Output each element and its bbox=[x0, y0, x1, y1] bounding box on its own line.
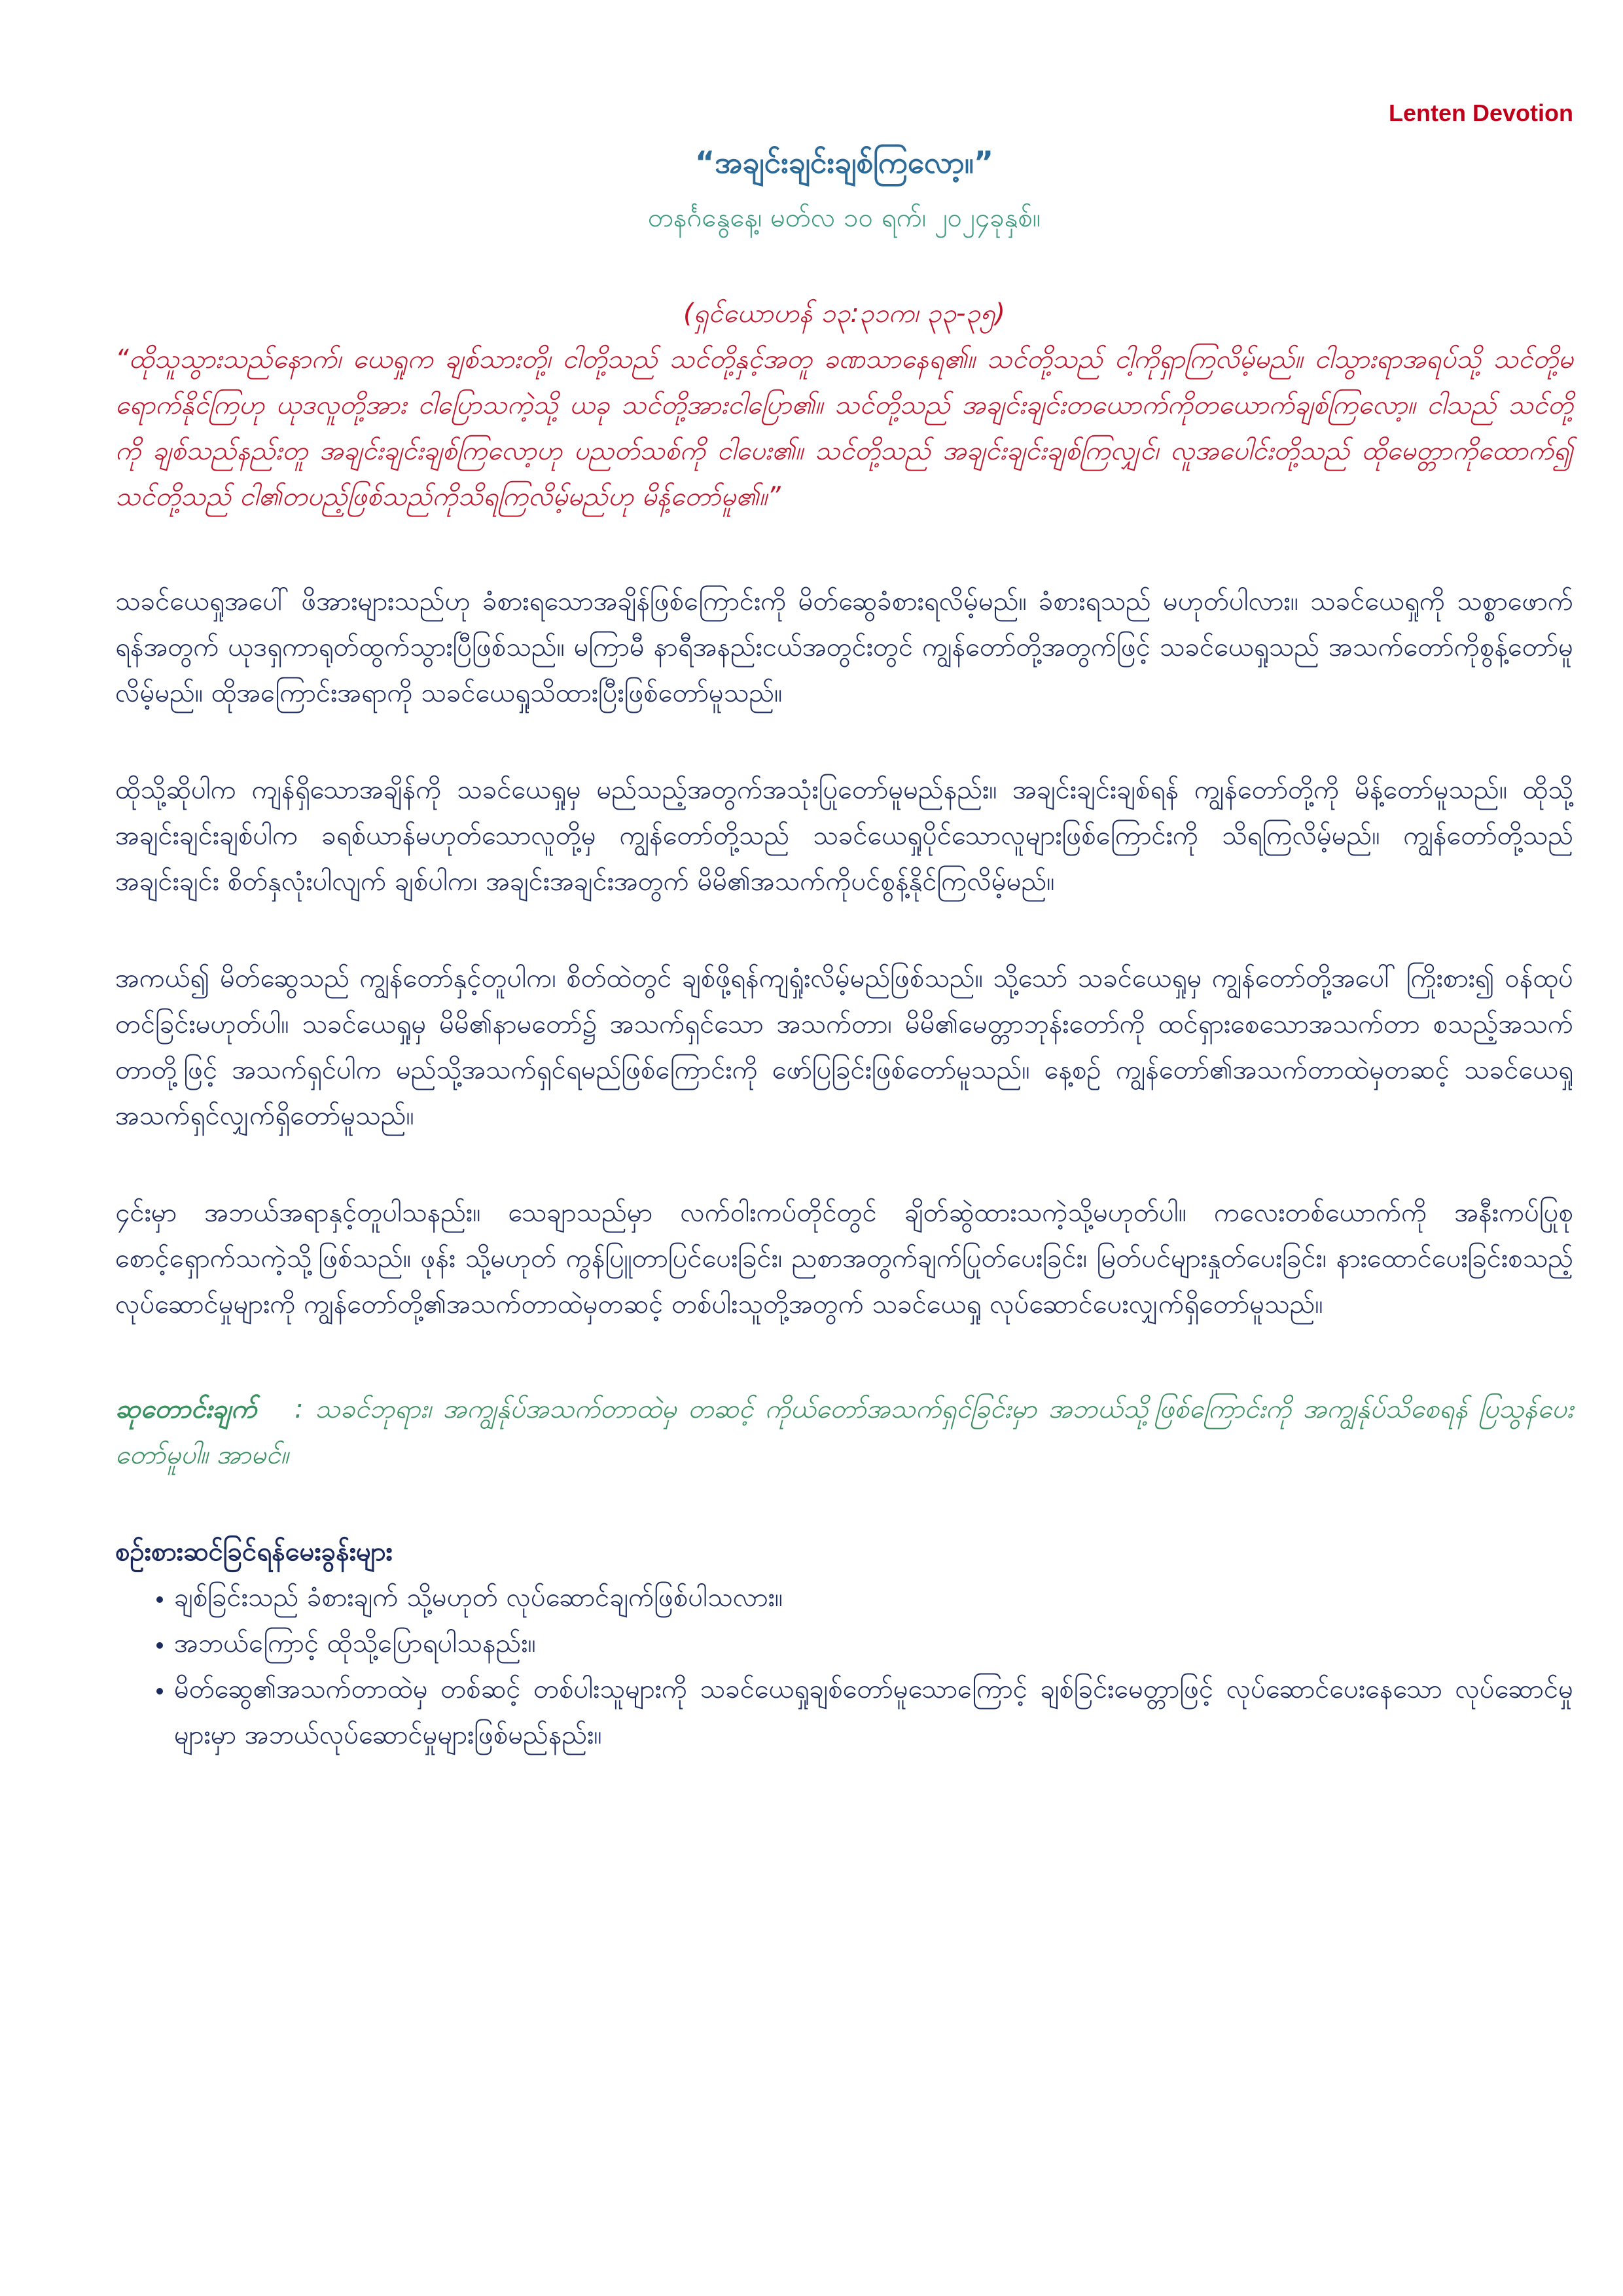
scripture-quote: “ထိုသူသွားသည်နောက်၊ ယေရှုက ချစ်သားတို့၊ ငါတို့သည် သင်တို့နှင့်အတူ ခဏသာနေရ၏။ သင်တို့သည် ငါ့ကိုရှာကြလိမ့်မည်။ ငါသွားရာအရပ်သို့ သင်တို့မရောက်နိုင်ကြဟု ယုဒလူတို့အား ငါပြောသကဲ့သို့ ယခု သင်တို့အားငါပြော၏။ သင်တို့သည် အချင်းချင်းတယောက်ကိုတယောက်ချစ်ကြလော့။ ငါသည် သင်တို့ကို ချစ်သည်နည်းတူ အချင်းချင်းချစ်ကြလော့ဟု ပညတ်သစ်ကို ငါပေး၏။ သင်တို့သည် အချင်းချင်းချစ်ကြလျှင်၊ လူအပေါင်းတို့သည် ထိုမေတ္တာကိုထောက်၍ သင်တို့သည် ငါ၏တပည့်ဖြစ်သည်ကိုသိရကြလိမ့်မည်ဟု မိန့်တော်မူ၏။” bbox=[115, 344, 1573, 512]
prayer-label: ဆုတောင်းချက် bbox=[115, 1394, 257, 1424]
body-paragraph-3: အကယ်၍ မိတ်ဆွေသည် ကျွန်တော်နှင့်တူပါက၊ စိတ်ထဲတွင် ချစ်ဖို့ရန်ကျရှုံးလိမ့်မည်ဖြစ်သည်။ သို့သော် သခင်ယေရှုမှ ကျွန်တော်တို့အပေါ် ကြိုးစား၍ ဝန်ထုပ်တင်ခြင်းမဟုတ်ပါ။ သခင်ယေရှုမှ မိမိ၏နာမတော်၌ အသက်ရှင်သော အသက်တာ၊ မိမိ၏မေတ္တာဘုန်းတော်ကို ထင်ရှားစေသောအသက်တာ စသည့်အသက်တာတို့ဖြင့် အသက်ရှင်ပါက မည်သို့အသက်ရှင်ရမည်ဖြစ်ကြောင်းကို ဖော်ပြခြင်းဖြစ်တော်မူသည်။ နေ့စဉ် ကျွန်တော်၏အသက်တာထဲမှတဆင့် သခင်ယေရှုအသက်ရှင်လျှက်ရှိတော်မူသည်။ bbox=[115, 963, 1573, 1131]
devotion-date: တနင်္ဂနွေနေ့၊ မတ်လ ၁၀ ရက်၊ ၂၀၂၄ခုနှစ်။ bbox=[647, 203, 1041, 233]
prayer-text: : သခင်ဘုရား၊ အကျွန်ုပ်အသက်တာထဲမှ တဆင့် ကိုယ်တော်အသက်ရှင်ခြင်းမှာ အဘယ်သို့ဖြစ်ကြောင်းကို အကျွန်ုပ်သိစေရန် ပြသွန်ပေးတော်မူပါ။ အာမင်။ bbox=[115, 1394, 1573, 1470]
series-label: Lenten Devotion bbox=[1388, 99, 1573, 126]
body-paragraph-1: သခင်ယေရှုအပေါ် ဖိအားများသည်ဟု ခံစားရသောအချိန်ဖြစ်ကြောင်းကို မိတ်ဆွေခံစားရလိမ့်မည်။ ခံစားရသည် မဟုတ်ပါလား။ သခင်ယေရှုကို သစ္စာဖောက်ရန်အတွက် ယုဒရှကာရုတ်ထွက်သွားပြီဖြစ်သည်။ မကြာမီ နာရီအနည်းငယ်အတွင်းတွင် ကျွန်တော်တို့အတွက်ဖြင့် သခင်ယေရှုသည် အသက်တော်ကိုစွန့်တော်မူလိမ့်မည်။ ထိုအကြောင်းအရာကို သခင်ယေရှုသိထားပြီးဖြစ်တော်မူသည်။ bbox=[115, 586, 1573, 708]
body-paragraph-2: ထိုသို့ဆိုပါက ကျန်ရှိသောအချိန်ကို သခင်ယေရှုမှ မည်သည့်အတွက်အသုံးပြုတော်မူမည်နည်း။ အချင်းချင်းချစ်ရန် ကျွန်တော်တို့ကို မိန့်တော်မူသည်။ ထိုသို့အချင်းချင်းချစ်ပါက ခရစ်ယာန်မဟုတ်သောလူတို့မှ ကျွန်တော်တို့သည် သခင်ယေရှုပိုင်သောလူများဖြစ်ကြောင်းကို သိရကြလိမ့်မည်။ ကျွန်တော်တို့သည် အချင်းချင်း စိတ်နှလုံးပါလျက် ချစ်ပါက၊ အချင်းအချင်းအတွက် မိမိ၏အသက်ကိုပင်စွန့်နိုင်ကြလိမ့်မည်။ bbox=[115, 775, 1573, 897]
question-item-3: • မိတ်ဆွေ၏အသက်တာထဲမှ တစ်ဆင့် တစ်ပါးသူများကို သခင်ယေရှုချစ်တော်မူသောကြောင့် ချစ်ခြင်းမေတ္တာဖြင့် လုပ်ဆောင်ပေးနေသော လုပ်ဆောင်မှုများမှာ အဘယ်လုပ်ဆောင်မှုများဖြစ်မည်နည်း။ bbox=[174, 1666, 1573, 1758]
devotion-title: “အချင်းချင်းချစ်ကြလော့။” bbox=[694, 145, 994, 180]
question-item-2: • အဘယ်ကြောင့် ထိုသို့ပြောရပါသနည်း။ bbox=[174, 1621, 1573, 1666]
questions-heading: စဉ်းစားဆင်ခြင်ရန်မေးခွန်းများ bbox=[115, 1537, 393, 1567]
questions-list bbox=[115, 1575, 1573, 1758]
document-header bbox=[115, 95, 1573, 132]
question-item-1: • ချစ်ခြင်းသည် ခံစားချက် သို့မဟုတ် လုပ်ဆောင်ချက်ဖြစ်ပါသလား။ bbox=[174, 1575, 1573, 1621]
prayer-block bbox=[115, 1386, 1573, 1478]
body-paragraph-4: ၄င်းမှာ အဘယ်အရာနှင့်တူပါသနည်း။ သေချာသည်မှာ လက်ဝါးကပ်တိုင်တွင် ချိတ်ဆွဲထားသကဲ့သို့မဟုတ်ပါ။ ကလေးတစ်ယောက်ကို အနီးကပ်ပြုစုစောင့်ရှောက်သကဲ့သို့ဖြစ်သည်။ ဖုန်း သို့မဟုတ် ကွန်ပြူတာပြင်ပေးခြင်း၊ ညစာအတွက်ချက်ပြုတ်ပေးခြင်း၊ မြတ်ပင်များနှုတ်ပေးခြင်း၊ နားထောင်ပေးခြင်းစသည့်လုပ်ဆောင်မှုများကို ကျွန်တော်တို့၏အသက်တာထဲမှတဆင့် တစ်ပါးသူတို့အတွက် သခင်ယေရှု လုပ်ဆောင်ပေးလျှက်ရှိတော်မူသည်။ bbox=[115, 1198, 1573, 1319]
scripture-reference: (ရှင်ယောဟန် ၁၃:၃၁က၊ ၃၃-၃၅) bbox=[683, 298, 1005, 329]
